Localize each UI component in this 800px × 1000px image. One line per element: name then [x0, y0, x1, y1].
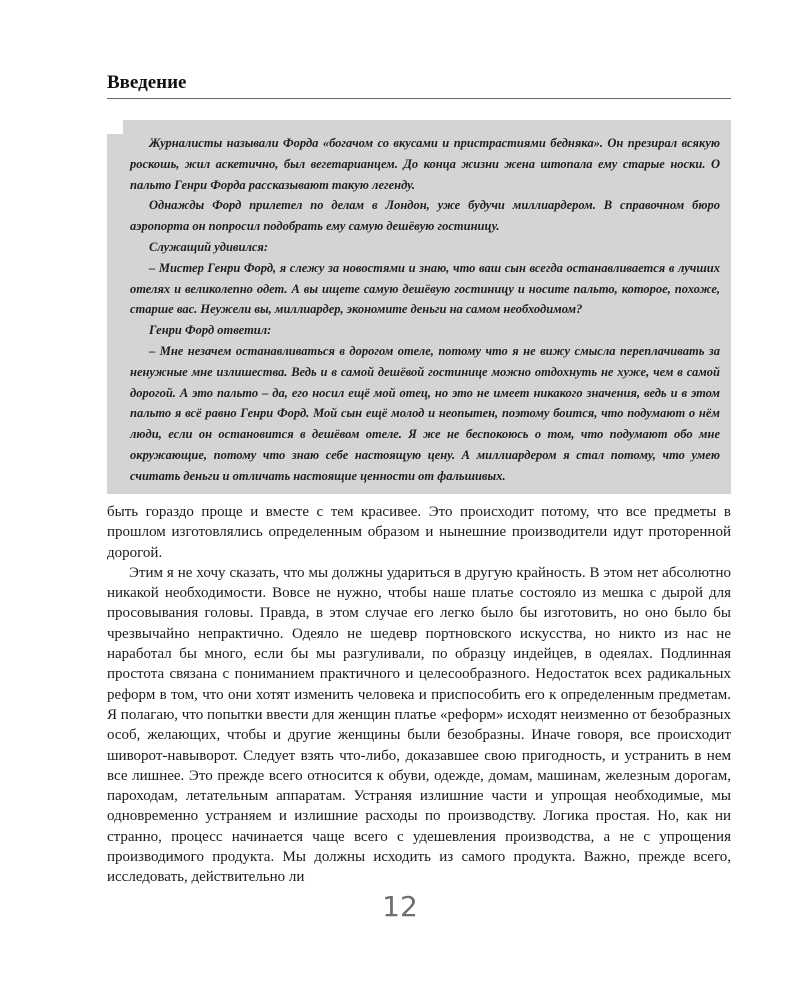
- sidebar-paragraph: – Мне незачем останавливаться в дорогом отеле, потому что я не вижу смысла переплачивать за ненужные мне излишества. Ведь и в самой дешёвой гостинице можно отдохнуть не хуже, чем в самой дорогой. А это пальто – да, его носил ещё мой отец, но это не имеет никакого значения, ведь и в этом пальто я всё равно Генри Форд. Мой сын ещё молод и неопытен, поэтому боится, что подумают о нём люди, если он остановится в дешёвом отеле. Я же не беспокоюсь о том, что подумают обо мне окружающие, потому что знаю себе настоящую цену. А миллиардером я стал потому, что умею считать деньги и отличать настоящие ценности от фальшивых.: [130, 343, 720, 483]
- body-paragraph: быть гораздо проще и вместе с тем красивее. Это происходит потому, что все предметы в прошлом изготовлялись определенным образом и нынешние производители идут проторенной дорогой.: [107, 504, 731, 561]
- sidebar-paragraph: Журналисты называли Форда «богачом со вкусами и пристрастиями бедняка». Он презирал всякую роскошь, жил аскетично, был вегетарианцем. До конца жизни жена штопала ему старые носки. О пальто Генри Форда рассказывают такую легенду.: [130, 136, 720, 192]
- page-number: 12: [382, 890, 418, 923]
- sidebar-paragraph: Генри Форд ответил:: [149, 323, 272, 338]
- body-paragraph: Этим я не хочу сказать, что мы должны удариться в другую крайность. В этом нет абсолютно никакой необходимости. Вовсе не нужно, чтобы наше платье состояло из мешка с дырой для просовывания головы. Правда, в этом случае его легко было бы изготовить, но оно было бы чрезвычайно непрактично. Одеяло не шедевр портновского искусства, но никто из нас не наработал бы много, если бы мы разгуливали, по образцу индейцев, в одеялах. Подлинная простота связана с пониманием практичного и целесообразного. Недостаток всех радикальных реформ в том, что они хотят изменить человека и приспособить его к определенным предметам. Я полагаю, что попытки ввести для женщин платье «реформ» исходят неизменно от безобразных особ, желающих, чтобы и другие женщины были безобразны. Иначе говоря, все происходит шиворот-навыворот. Следует взять что-либо, доказавшее свою пригодность, и устранить в нем все лишнее. Это прежде всего относится к обуви, одежде, домам, машинам, железным дорогам, пароходам, летательным аппаратам. Устраняя излишние части и упрощая необходимые, мы одновременно устраняем и излишние расходы по производству. Логика простая. Но, как ни странно, процесс начинается чаще всего с удешевления производства, а не с упрощения производимого продукта. Мы должны исходить из самого продукта. Важно, прежде всего, исследовать, действительно ли: [107, 564, 731, 886]
- anecdote-sidebar-box: [107, 120, 731, 494]
- sidebar-text: [130, 133, 720, 487]
- sidebar-paragraph: Однажды Форд прилетел по делам в Лондон, уже будучи миллиардером. В справочном бюро аэропорта он попросил подобрать ему самую дешёвую гостиницу.: [130, 198, 720, 234]
- chapter-title: Введение: [107, 72, 187, 93]
- main-body-text: [107, 502, 731, 888]
- sidebar-corner-notch: [107, 120, 123, 134]
- sidebar-paragraph: – Мистер Генри Форд, я слежу за новостями и знаю, что ваш сын всегда останавливается в лучших отелях и великолепно одет. А вы ищете самую дешёвую гостиницу и носите пальто, которое, похоже, старше вас. Неужели вы, миллиардер, экономите деньги на самом необходимом?: [130, 260, 720, 317]
- sidebar-paragraph: Служащий удивился:: [149, 239, 269, 254]
- title-divider: [107, 98, 731, 99]
